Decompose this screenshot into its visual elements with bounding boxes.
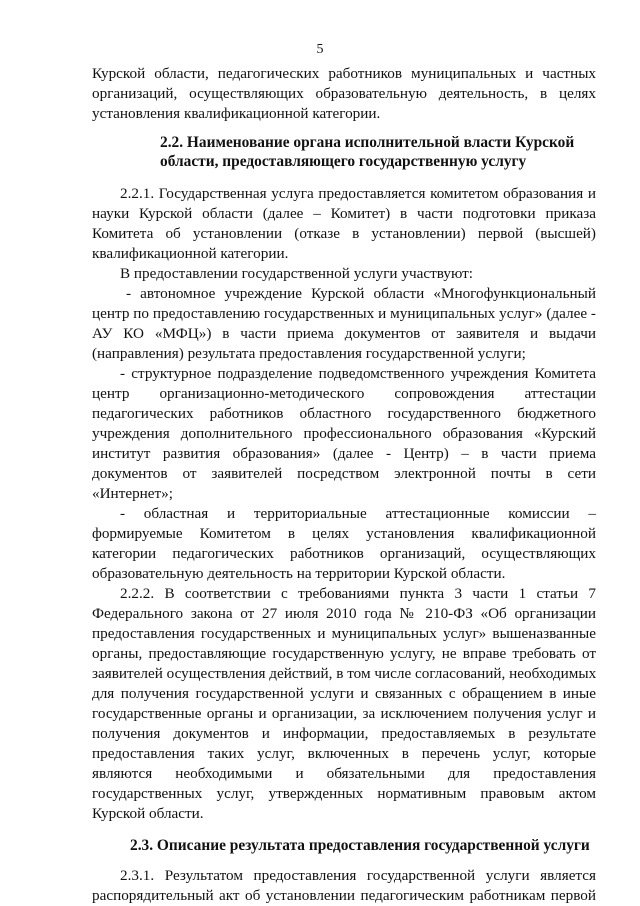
text-line: получения документов и информации, предоставляемых в результате (92, 725, 596, 742)
text-line: учреждения дополнительного профессионального образования «Курский (92, 425, 596, 442)
text-line: центр организационно-методического сопровождения аттестации (92, 385, 596, 402)
text-line: педагогических работников областного государственного бюджетного (92, 405, 596, 422)
text-line: государственные органы и организации, за исключением получения услуг и (92, 705, 596, 722)
text-line: предоставления государственных и муниципальных услуг» вышеназванные (92, 625, 596, 642)
text-line: (направления) результата предоставления государственной услуги; (92, 345, 526, 362)
text-line: науки Курской области (далее – Комитет) в части подготовки приказа (92, 205, 596, 222)
text-line: для получения государственной услуги и связанных с обращением в иные (92, 685, 596, 702)
text-line: квалификационной категории. (92, 245, 289, 262)
text-line: В предоставлении государственной услуги участвуют: (120, 265, 473, 282)
text-line: 2.2.1. Государственная услуга предоставляется комитетом образования и (120, 185, 596, 202)
text-line: государственных услуг, утвержденных нормативным правовым актом (92, 785, 596, 802)
text-line: документов от заявителей посредством электронной почты в сети (92, 465, 596, 482)
text-line: заявителей осуществления действий, в том числе согласований, необходимых (92, 665, 597, 682)
text-line: Федерального закона от 27 июля 2010 года № 210-ФЗ «Об организации (92, 605, 596, 622)
text-line: установления квалификационной категории. (92, 105, 381, 122)
text-line: предоставления таких услуг, включенных в перечень услуг, которые (92, 745, 596, 762)
text-line: органы, предоставляющие государственную услугу, не вправе требовать от (92, 645, 596, 662)
text-line: 2.2.2. В соответствии с требованиями пункта 3 части 1 статьи 7 (120, 585, 596, 602)
text-line: организаций, осуществляющих образовательную деятельность, в целях (92, 85, 596, 102)
text-line: распорядительный акт об установлении педагогическим работникам первой (92, 887, 596, 904)
text-line: АУ КО «МФЦ») в части приема документов от заявителя и выдачи (92, 325, 596, 342)
text-line: формируемые Комитетом в целях установления квалификационной (92, 525, 596, 542)
section-heading: 2.2. Наименование органа исполнительной власти Курской (160, 134, 575, 151)
text-line: - структурное подразделение подведомственного учреждения Комитета (120, 365, 596, 382)
text-line: - автономное учреждение Курской области «Многофункциональный (126, 285, 596, 302)
text-line: 2.3.1. Результатом предоставления государственной услуги является (120, 867, 596, 884)
text-line: «Интернет»; (92, 485, 173, 502)
text-line: образовательную деятельность на территории Курской области. (92, 565, 506, 582)
text-line: Курской области. (92, 805, 204, 822)
text-line: центр по предоставлению государственных и муниципальных услуг» (далее - (92, 305, 596, 322)
text-line: Комитета об установлении (отказе в установлении) первой (высшей) (92, 225, 596, 242)
text-line: Курской области, педагогических работников муниципальных и частных (92, 65, 596, 82)
section-heading: области, предоставляющего государственную услугу (160, 153, 527, 170)
text-line: являются необходимыми и обязательными для предоставления (92, 765, 596, 782)
text-line: институт развития образования» (далее - Центр) – в части приема (92, 445, 596, 462)
section-heading: 2.3. Описание результата предоставления государственной услуги (130, 837, 590, 854)
page-number: 5 (316, 42, 324, 57)
text-line: категории педагогических работников организаций, осуществляющих (92, 545, 596, 562)
text-line: - областная и территориальные аттестационные комиссии – (120, 505, 596, 522)
